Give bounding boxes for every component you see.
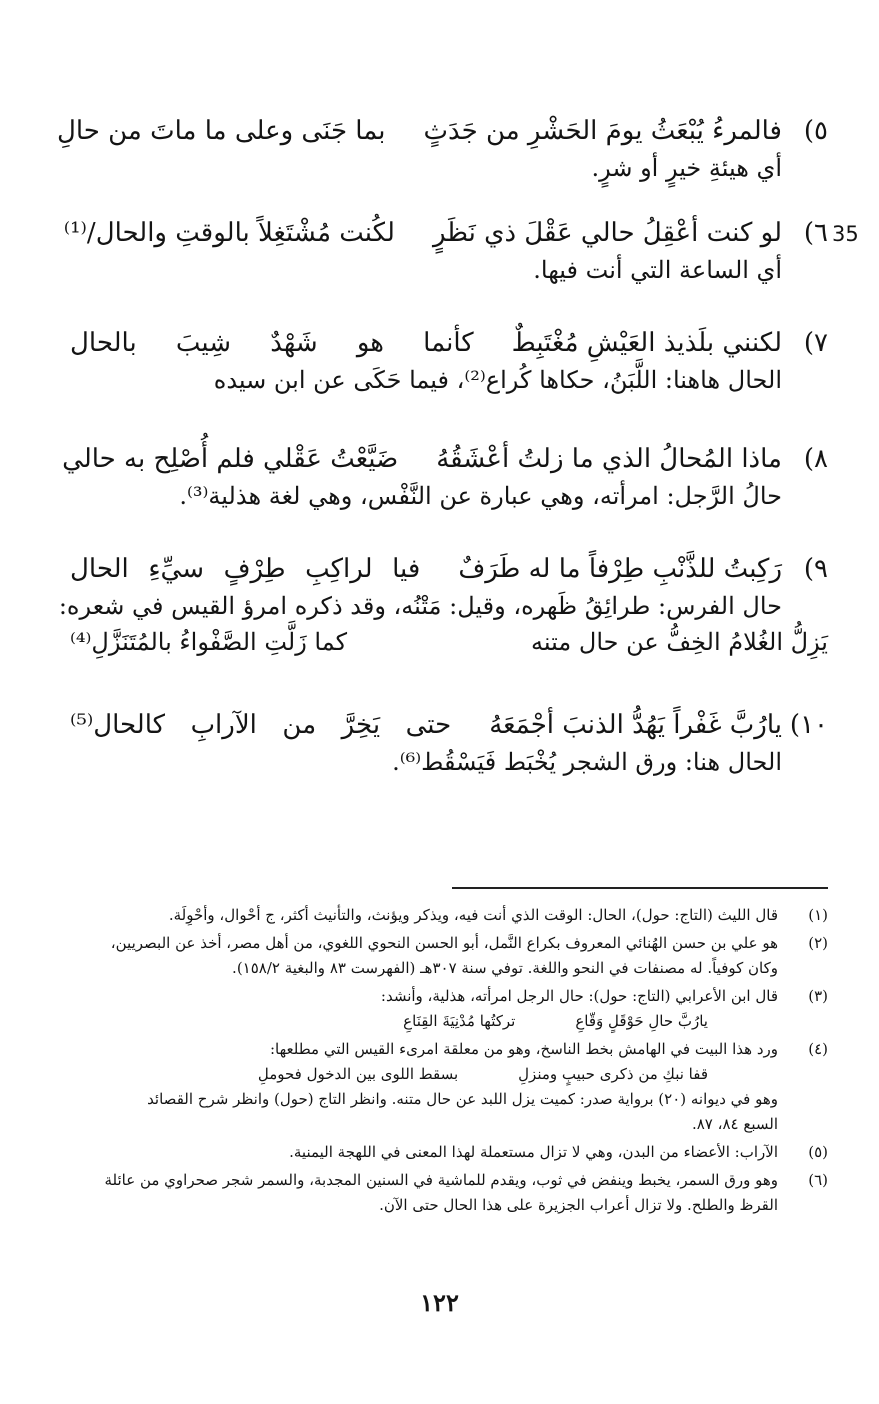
poem-first-hemistich: قفا نبكِ من ذكرى حبيبٍ ومنزلِ <box>518 1065 708 1083</box>
verse-block <box>70 324 828 398</box>
verse-line <box>70 550 828 588</box>
footnote <box>90 1168 828 1218</box>
verse-second-hemistich: كأنما هو شَهْدٌ شِيبَ بالحال <box>70 328 474 358</box>
footnotes <box>90 903 828 1221</box>
quoted-verse <box>70 624 828 660</box>
verse-gloss: أي الساعة التي أنت فيها. <box>533 256 782 284</box>
footnote-text <box>90 1140 778 1165</box>
footnote-line: وهو ورق السمر، يخبط وينفض في ثوب، ويقدم للماشية في السنين المجدبة، والسمر شجر صحراوي من عائلة <box>104 1171 778 1189</box>
footnote-number: (٥) <box>808 1143 828 1161</box>
footnote-line: وكان كوفياً. له مصنفات في النحو واللغة. توفي سنة ٣٠٧هـ (الفهرست ٨٣ والبغية ١٥٨/٢). <box>232 959 778 977</box>
verse-number: ٧) <box>803 328 828 358</box>
footnote-text <box>90 931 778 981</box>
footnote <box>90 1140 828 1165</box>
verse-number: ٨) <box>803 444 828 474</box>
verse-second-hemistich: فيا لراكِبِ طِرْفٍ سيِّءِ الحال <box>70 554 421 584</box>
footnote-text <box>90 984 778 1034</box>
footnote-number: (٦) <box>808 1171 828 1189</box>
page-number: ١٢٢ <box>420 1288 459 1317</box>
footnote <box>90 931 828 981</box>
footnote-text <box>90 1037 778 1137</box>
footnote-text <box>90 903 778 928</box>
footnote-separator <box>452 887 828 889</box>
margin-line-number: 35 <box>832 222 859 246</box>
verse-block <box>63 214 828 288</box>
verse-line <box>70 706 828 744</box>
verse-gloss: حالُ الرَّجل: امرأته، وهي عبارة عن النَّفْس، وهي لغة هذلية⁽³⁾. <box>179 482 782 510</box>
verse-gloss: أي هيئةِ خيرٍ أو شرٍ. <box>591 154 782 182</box>
verse-gloss: الحال هنا: ورق الشجر يُخْبَط فَيَسْقُط⁽⁶⁾. <box>392 748 782 776</box>
footnote-line: قال الليث (التاج: حول)، الحال: الوقت الذي أنت فيه، ويذكر ويؤنث، والتأنيث أكثر، ج أحْوال، وأحْوِلَة. <box>168 906 778 924</box>
footnote-number: (١) <box>808 906 828 924</box>
verse-number: ٩) <box>803 554 828 584</box>
footnote-number: (٢) <box>808 934 828 952</box>
verse-line <box>70 324 828 362</box>
verse-line <box>56 112 828 150</box>
quoted-first-hemistich: يَزِلُّ الغُلامُ الخِفُّ عن حال متنه <box>531 628 828 656</box>
quoted-second-hemistich: كما زَلَّتِ الصَّفْواءُ بالمُتَنَزَّلِ⁽⁴⁾ <box>70 628 348 656</box>
footnote-line: السبع ٨٤، ٨٧. <box>691 1115 778 1133</box>
footnote <box>90 903 828 928</box>
footnote-line: القرظ والطلح. ولا تزال أعراب الجزيرة على هذا الحال حتى الآن. <box>379 1196 778 1214</box>
footnote-line: هو علي بن حسن الهُنائي المعروف بكراع النَّمل، أبو الحسن النحوي اللغوي، من أهل مصر، أخذ عن البصريين، <box>110 934 778 952</box>
footnote-line: وهو في ديوانه (٢٠) برواية صدر: كميت يزل اللبد عن حال متنه. وانظر التاج (حول) وانظر شرح القصائد <box>147 1090 778 1108</box>
verse-first-hemistich: فالمرءُ يُبْعَثُ يومَ الحَشْرِ من جَدَثٍ <box>423 116 782 146</box>
verse-first-hemistich: يارُبَّ غَفْراً يَهُدُّ الذنبَ أجْمَعَهُ <box>489 710 782 740</box>
verse-first-hemistich: لكنني بلَذيذ العَيْشِ مُغْتَبِطٌ <box>511 328 782 358</box>
verse-number: ٦) <box>803 218 828 248</box>
footnote <box>90 984 828 1034</box>
verse-number: ١٠) <box>789 710 828 740</box>
verse-second-hemistich: بما جَنَى وعلى ما ماتَ من حالِ <box>56 116 386 146</box>
verse-second-hemistich: حتى يَخِرَّ من الآرابِ كالحال⁽⁵⁾ <box>70 710 452 740</box>
footnote <box>90 1037 828 1137</box>
verse-block <box>70 706 828 780</box>
poem-second-hemistich: بسقط اللوى بين الدخول فحوملِ <box>257 1065 459 1083</box>
footnote-poem <box>90 1062 778 1087</box>
verse-line <box>62 440 828 478</box>
verse-first-hemistich: رَكِبتُ للذَّنْبِ طِرْفاً ما له طَرَفٌ <box>458 554 782 584</box>
footnote-poem <box>90 1009 778 1034</box>
verse-gloss: حال الفرس: طرائِقُ ظَهره، وقيل: مَتْنُه، وقد ذكره امرؤ القيس في شعره: <box>58 592 782 620</box>
footnote-number: (٣) <box>808 987 828 1005</box>
footnote-line: الآراب: الأعضاء من البدن، وهي لا تزال مستعملة لهذا المعنى في اللهجة اليمنية. <box>289 1143 778 1161</box>
poem-first-hemistich: يارُبَّ حالِ حَوْقَلٍ وَقّاعِ <box>575 1012 708 1030</box>
footnote-number: (٤) <box>808 1040 828 1058</box>
verse-first-hemistich: لو كنت أعْقِلُ حالي عَقْلَ ذي نَظَرٍ <box>432 218 782 248</box>
verse-block <box>62 440 828 514</box>
footnote-line: قال ابن الأعرابي (التاج: حول): حال الرجل امرأته، هذلية، وأنشد: <box>380 987 778 1005</box>
verse-number: ٥) <box>803 116 828 146</box>
footnote-text <box>90 1168 778 1218</box>
verse-line <box>63 214 828 252</box>
verse-first-hemistich: ماذا المُحالُ الذي ما زلتُ أعْشَقُهُ <box>436 444 782 474</box>
verse-block <box>58 550 828 660</box>
footnote-line: ورد هذا البيت في الهامش بخط الناسخ، وهو من معلقة امرىء القيس التي مطلعها: <box>269 1040 778 1058</box>
poem-second-hemistich: تركتُها مُدْنِيَةَ القِنَاعِ <box>403 1012 516 1030</box>
verse-second-hemistich: لكُنت مُشْتَغِلاً بالوقتِ والحال/⁽¹⁾ <box>63 218 395 248</box>
verse-second-hemistich: ضَيَّعْتُ عَقْلي فلم أُصْلِح به حالي <box>62 444 399 474</box>
verse-block <box>56 112 828 186</box>
verse-gloss: الحال هاهنا: اللَّبَنُ، حكاها كُراع⁽²⁾، فيما حَكَى عن ابن سيده <box>213 366 782 394</box>
